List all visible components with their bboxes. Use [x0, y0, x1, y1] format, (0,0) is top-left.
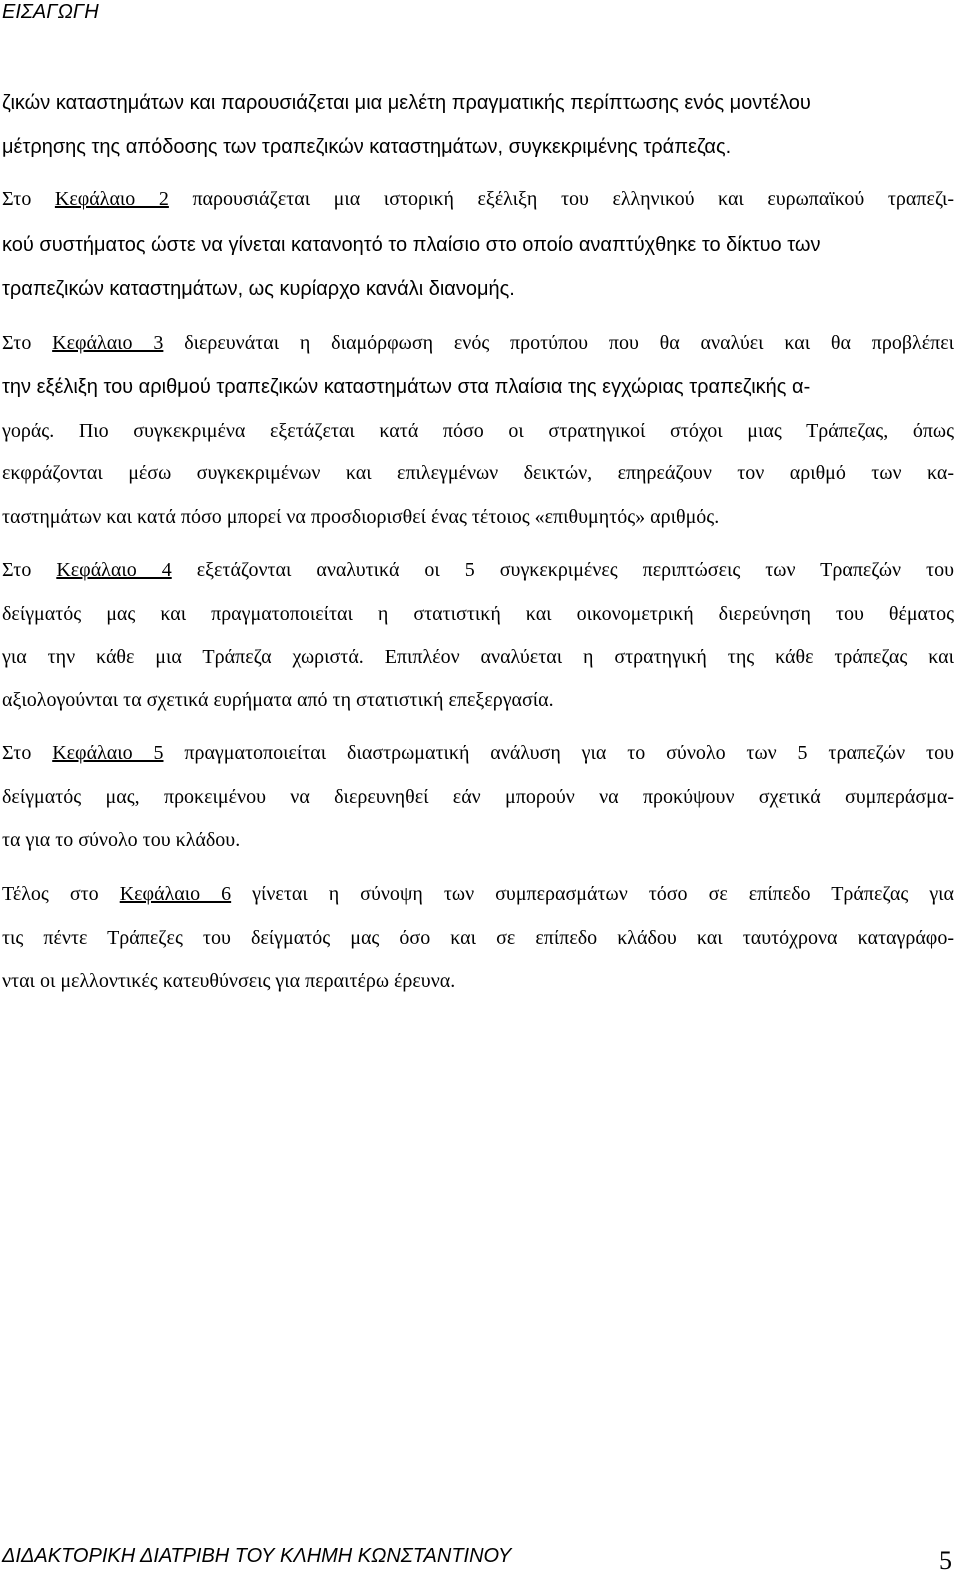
paragraph-chapter-2-line [2, 186, 954, 212]
chapter-5-link: Κεφάλαιο 5 [52, 742, 164, 764]
chapter-2-link: Κεφάλαιο 2 [54, 188, 169, 210]
text-line: αξιολογούνται τα σχετικά ευρήματα από τη στατιστική επεξεργασία. [2, 689, 554, 711]
text-line: τραπεζικών καταστημάτων, ως κυρίαρχο κανάλι διανομής. [2, 278, 515, 300]
text-fragment: παρουσιάζεται μια ιστορική εξέλιξη του ελληνικού και ευρωπαϊκού τραπεζι- [192, 188, 954, 210]
text-line: ζικών καταστημάτων και παρουσιάζεται μια μελέτη πραγματικής περίπτωσης ενός μοντέλου [2, 92, 811, 114]
text-line: για την κάθε μια Τράπεζα χωριστά. Επιπλέον αναλύεται η στρατηγική της κάθε τράπεζας και [2, 646, 954, 668]
text-line: εκφράζονται μέσω συγκεκριμένων και επιλεγμένων δεικτών, επηρεάζουν τον αριθμό των κα- [2, 462, 954, 484]
paragraph-chapter-6-line [2, 881, 954, 907]
text-line: κού συστήματος ώστε να γίνεται κατανοητό το πλαίσιο στο οποίο αναπτύχθηκε το δίκτυο των [2, 234, 821, 256]
paragraph-chapter-5-line [2, 740, 954, 766]
text-line: ταστημάτων και κατά πόσο μπορεί να προσδιορισθεί ένας τέτοιος «επιθυμητός» αριθμός. [2, 506, 720, 528]
text-line: τα για το σύνολο του κλάδου. [2, 829, 241, 851]
chapter-3-link: Κεφάλαιο 3 [52, 332, 164, 354]
text-line: νται οι μελλοντικές κατευθύνσεις για περαιτέρω έρευνα. [2, 970, 456, 992]
paragraph-chapter-4-line [2, 557, 954, 583]
text-fragment: εξετάζονται αναλυτικά οι 5 συγκεκριμένες περιπτώσεις των Τραπεζών του [196, 559, 954, 581]
text-fragment: Στο [2, 559, 32, 581]
paragraph-chapter-3-line [2, 330, 954, 356]
text-fragment: γίνεται η σύνοψη των συμπερασμάτων τόσο σε επίπεδο Τράπεζας για [252, 883, 955, 905]
text-fragment: Στο [2, 188, 32, 210]
text-fragment: Στο [2, 332, 32, 354]
text-fragment: πραγματοποιείται διαστρωματική ανάλυση για το σύνολο των 5 τραπεζών του [184, 742, 954, 764]
page-footer-text: ΔΙΔΑΚΤΟΡΙΚΗ ΔΙΑΤΡΙΒΗ ΤΟΥ ΚΛΗΜΗ ΚΩΝΣΤΑΝΤΙΝΟΥ [2, 1545, 512, 1567]
text-line: γοράς. Πιο συγκεκριμένα εξετάζεται κατά πόσο οι στρατηγικοί στόχοι μιας Τράπεζας, όπως [2, 420, 954, 442]
page-number: 5 [939, 1546, 952, 1575]
text-fragment: Τέλος στο [2, 883, 99, 905]
text-line: δείγματός μας και πραγματοποιείται η στατιστική και οικονομετρική διερεύνηση του θέματος [2, 603, 954, 625]
text-line: την εξέλιξη του αριθμού τραπεζικών καταστημάτων στα πλαίσια της εγχώριας τραπεζικής α- [2, 376, 811, 398]
text-line: τις πέντε Τράπεζες του δείγματός μας όσο και σε επίπεδο κλάδου και ταυτόχρονα καταγράφο- [2, 927, 954, 949]
text-fragment: Στο [2, 742, 32, 764]
text-line: μέτρησης της απόδοσης των τραπεζικών καταστημάτων, συγκεκριμένης τράπεζας. [2, 136, 732, 158]
page-header-title: ΕΙΣΑΓΩΓΗ [2, 1, 99, 23]
text-fragment: διερευνάται η διαμόρφωση ενός προτύπου που θα αναλύει και θα προβλέπει [184, 332, 955, 354]
text-line: δείγματός μας, προκειμένου να διερευνηθεί εάν μπορούν να προκύψουν σχετικά συμπεράσμα- [2, 786, 954, 808]
chapter-4-link: Κεφάλαιο 4 [56, 559, 172, 581]
chapter-6-link: Κεφάλαιο 6 [119, 883, 232, 905]
